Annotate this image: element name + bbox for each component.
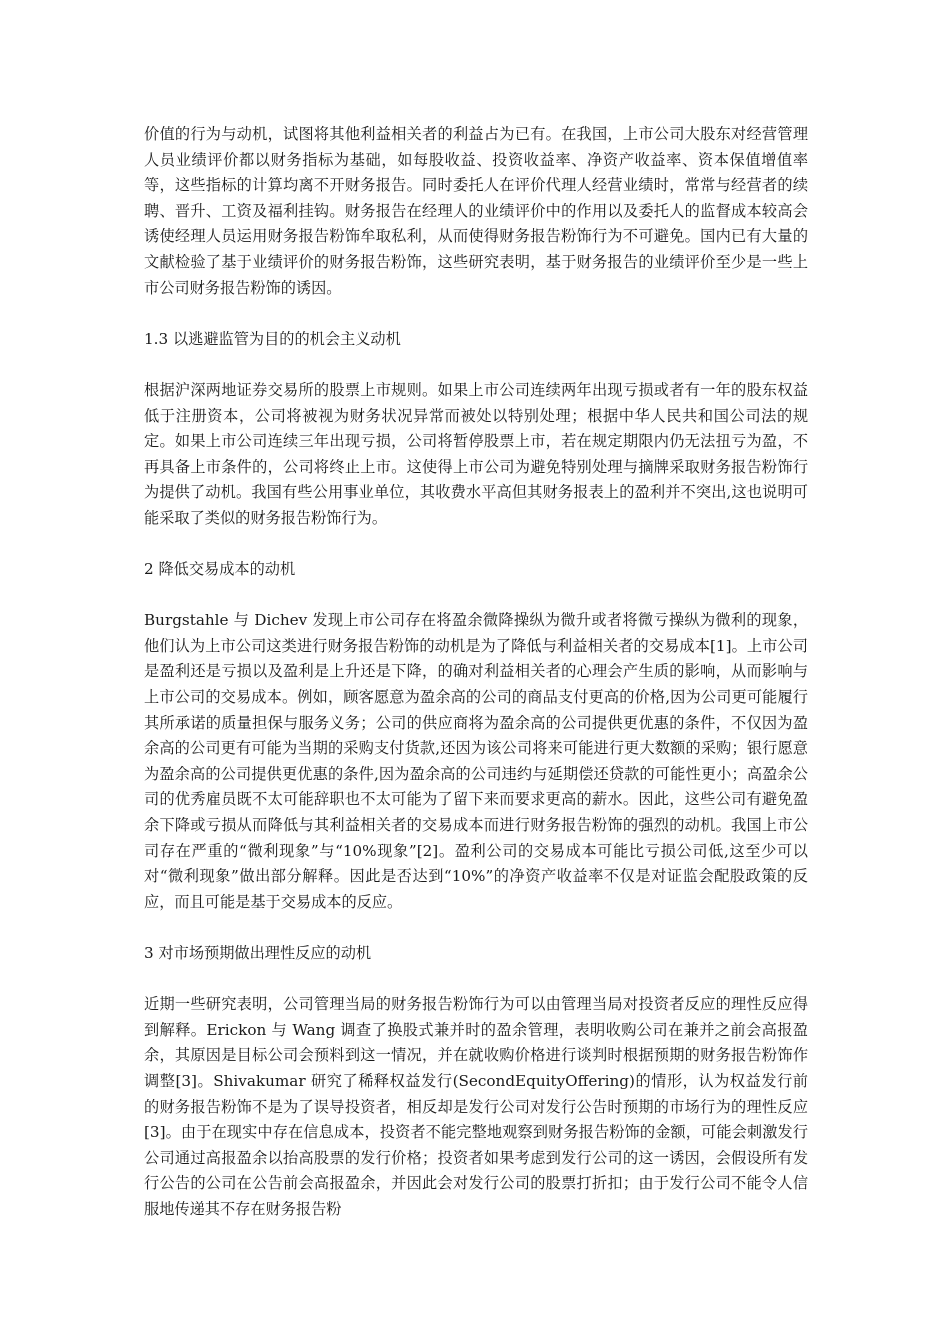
body-paragraph: 价值的行为与动机，试图将其他利益相关者的利益占为已有。在我国，上市公司大股东对经营管理人员业绩评价都以财务指标为基础，如每股收益、投资收益率、净资产收益率、资本保值增值率等，这些指标的计算均离不开财务报告。同时委托人在评价代理人经营业绩时，常常与经营者的续聘、晋升、工资及福利挂钩。财务报告在经理人的业绩评价中的作用以及委托人的监督成本较高会诱使经理人员运用财务报告粉饰牟取私利，从而使得财务报告粉饰行为不可避免。国内已有大量的文献检验了基于业绩评价的财务报告粉饰，这些研究表明，基于财务报告的业绩评价至少是一些上市公司财务报告粉饰的诱因。 [144, 125, 808, 297]
document-page [144, 122, 808, 1223]
body-paragraph: 根据沪深两地证券交易所的股票上市规则。如果上市公司连续两年出现亏损或者有一年的股东权益低于注册资本，公司将被视为财务状况异常而被处以特别处理；根据中华人民共和国公司法的规定。如果上市公司连续三年出现亏损，公司将暂停股票上市，若在规定期限内仍无法扭亏为盈，不再具备上市条件的，公司将终止上市。这使得上市公司为避免特别处理与摘牌采取财务报告粉饰行为提供了动机。我国有些公用事业单位，其收费水平高但其财务报表上的盈利并不突出,这也说明可能采取了类似的财务报告粉饰行为。 [144, 380, 808, 527]
body-paragraph: 近期一些研究表明，公司管理当局的财务报告粉饰行为可以由管理当局对投资者反应的理性反应得到解释。Erickon 与 Wang 调查了换股式兼并时的盈余管理，表明收购公司在兼并之前会高报盈余，其原因是目标公司会预料到这一情况，并在就收购价格进行谈判时根据预期的财务报告粉饰作调整[3]。Shivakumar 研究了稀释权益发行(SecondEquityOffering)的情形，认为权益发行前的财务报告粉饰不是为了误导投资者，相反却是发行公司对发行公告时预期的市场行为的理性反应[3]。由于在现实中存在信息成本，投资者不能完整地观察到财务报告粉饰的金额，可能会刺激发行公司通过高报盈余以抬高股票的发行价格；投资者如果考虑到发行公司的这一诱因，会假设所有发行公告的公司在公告前会高报盈余，并因此会对发行公司的股票打折扣；由于发行公司不能令人信服地传递其不存在财务报告粉 [144, 995, 808, 1218]
section-heading: 3 对市场预期做出理性反应的动机 [144, 944, 372, 962]
section-heading: 1.3 以逃避监管为目的的机会主义动机 [144, 329, 401, 348]
section-heading: 2 降低交易成本的动机 [144, 560, 296, 579]
body-paragraph: Burgstahle 与 Dichev 发现上市公司存在将盈余微降操纵为微升或者将微亏操纵为微利的现象，他们认为上市公司这类进行财务报告粉饰的动机是为了降低与利益相关者的交易成本[1]。上市公司是盈利还是亏损以及盈利是上升还是下降，的确对利益相关者的心理会产生质的影响，从而影响与上市公司的交易成本。例如，顾客愿意为盈余高的公司的商品支付更高的价格,因为公司更可能履行其所承诺的质量担保与服务义务；公司的供应商将为盈余高的公司提供更优惠的条件，不仅因为盈余高的公司更有可能为当期的采购支付货款,还因为该公司将来可能进行更大数额的采购；银行愿意为盈余高的公司提供更优惠的条件,因为盈余高的公司违约与延期偿还贷款的可能性更小；高盈余公司的优秀雇员既不太可能辞职也不太可能为了留下来而要求更高的薪水。因此，这些公司有避免盈余下降或亏损从而降低与其利益相关者的交易成本而进行财务报告粉饰的强烈的动机。我国上市公司存在严重的“微利现象”与“10%现象”[2]。盈利公司的交易成本可能比亏损公司低,这至少可以对“微利现象”做出部分解释。因此是否达到“10%”的净资产收益率不仅是对证监会配股政策的反应，而且可能是基于交易成本的反应。 [144, 611, 808, 911]
